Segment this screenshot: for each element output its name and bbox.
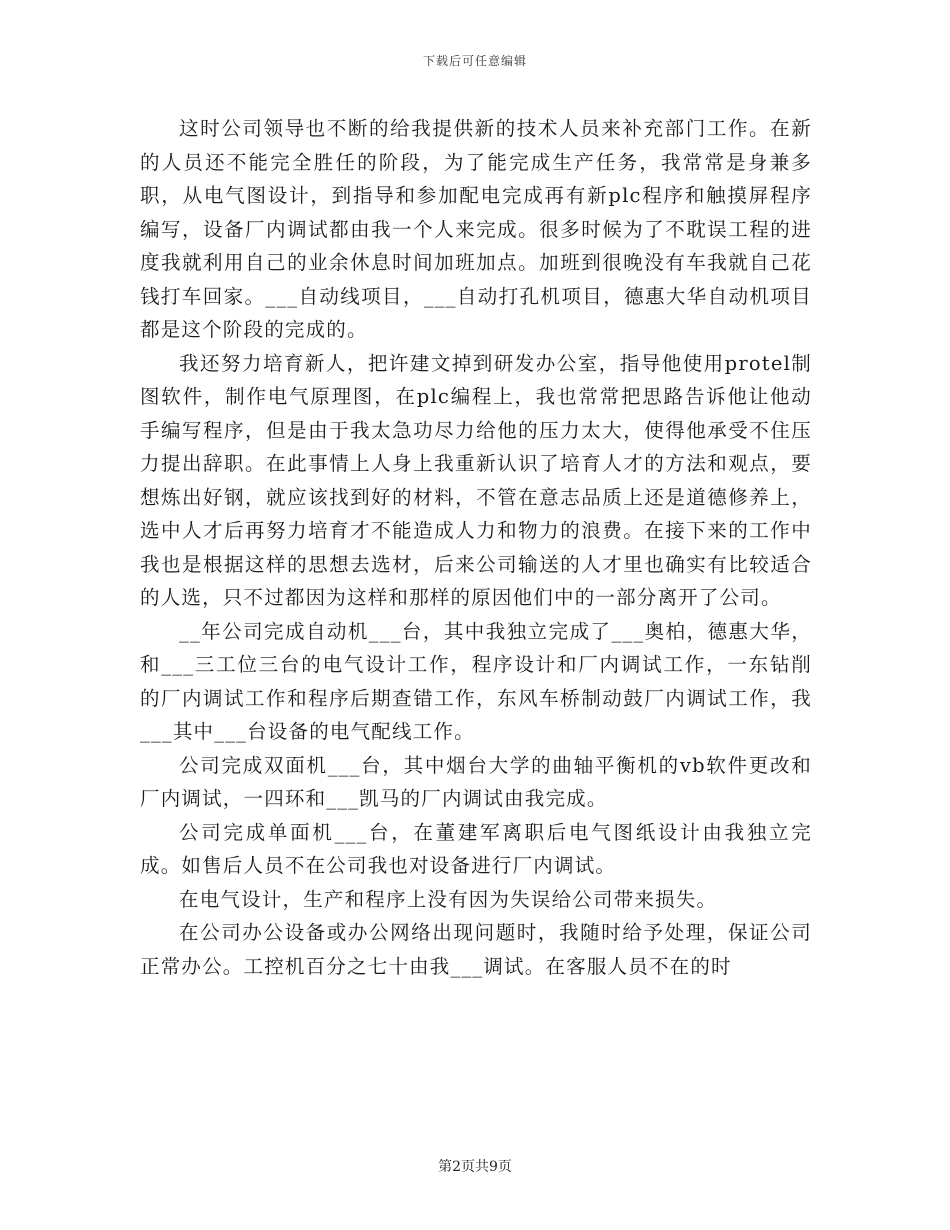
paragraph: 公司完成单面机___台，在董建军离职后电气图纸设计由我独立完成。如售后人员不在公司我也对设备进行厂内调试。 (140, 820, 812, 877)
paragraph: 在电气设计，生产和程序上没有因为失误给公司带来损失。 (179, 887, 718, 911)
paragraph: 公司完成双面机___台，其中烟台大学的曲轴平衡机的vb软件更改和厂内调试，一四环和___凯马的厂内调试由我完成。 (140, 753, 812, 810)
paragraph: 我还努力培育新人，把许建文掉到研发办公室，指导他使用protel制图软件，制作电气原理图，在plc编程上，我也常常把思路告诉他让他动手编写程序，但是由于我太急功尽力给他的压力太大，使得他承受不住压力提出辞职。在此事情上人身上我重新认识了培育人才的方法和观点，要想炼出好钢，就应该找到好的材料，不管在意志品质上还是道德修养上，选中人才后再努力培育才不能造成人力和物力的浪费。在接下来的工作中我也是根据这样的思想去选材，后来公司输送的人才里也确实有比较适合的人选，只不过都因为这样和那样的原因他们中的一部分离开了公司。 (140, 351, 812, 609)
paragraph: 在公司办公设备或办公网络出现问题时，我随时给予处理，保证公司正常办公。工控机百分之七十由我___调试。在客服人员不在的时 (140, 921, 812, 978)
document-body (140, 112, 812, 983)
page-number: 第2页共9页 (438, 1159, 512, 1175)
paragraph: 这时公司领导也不断的给我提供新的技术人员来补充部门工作。在新的人员还不能完全胜任的阶段，为了能完成生产任务，我常常是身兼多职，从电气图设计，到指导和参加配电完成再有新plc程序和触摸屏程序编写，设备厂内调试都由我一个人来完成。很多时候为了不耽误工程的进度我就利用自己的业余休息时间加班加点。加班到很晚没有车我就自己花钱打车回家。___自动线项目，___自动打孔机项目，德惠大华自动机项目都是这个阶段的完成的。 (140, 117, 812, 341)
page-header: 下载后可任意编辑 (422, 54, 527, 68)
paragraph: __年公司完成自动机___台，其中我独立完成了___奥柏，德惠大华，和___三工位三台的电气设计工作，程序设计和厂内调试工作，一东钻削的厂内调试工作和程序后期查错工作，东风车桥制动鼓厂内调试工作，我___其中___台设备的电气配线工作。 (140, 619, 812, 743)
